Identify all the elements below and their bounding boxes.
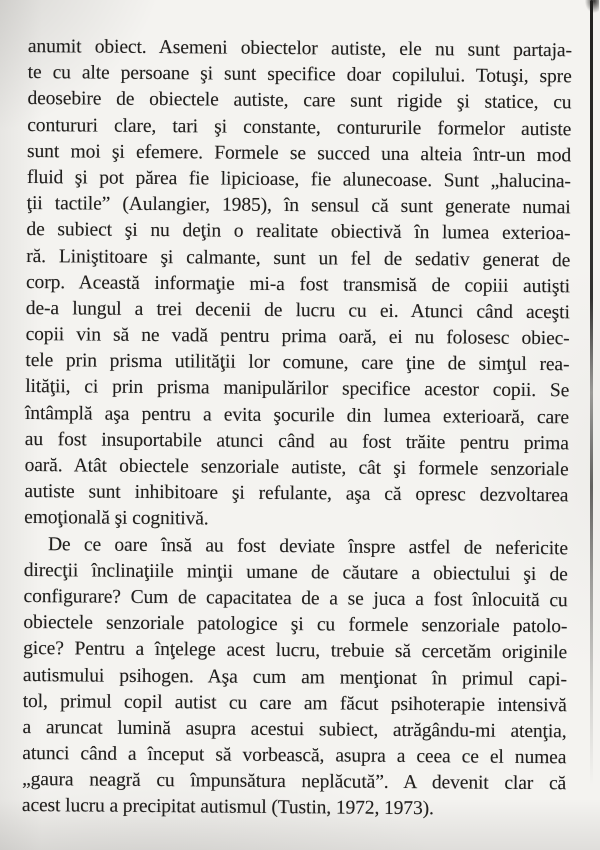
page-text [22, 34, 572, 824]
text-line: de-a lungul a trei decenii de lucru cu ei. Atunci când aceşti [25, 297, 570, 324]
text-line: autiste sunt inhibitoare şi refulante, aşa că opresc dezvoltarea [24, 481, 569, 507]
paragraph [24, 34, 572, 536]
text-line: te cu alte persoane şi sunt specifice doar copilului. Totuşi, spre [27, 62, 572, 88]
text-line: De ce oare însă au fost deviate înspre astfel de nefericite [47, 533, 569, 559]
text-line: copii vin să ne vadă pentru prima oară, ei nu folosesc obiec- [25, 324, 570, 350]
text-line: întâmplă aşa pentru a evita şocurile din lumea exterioară, care [24, 402, 570, 428]
text-line: corp. Această informaţie mi-a fost transmisă de copiii autişti [25, 271, 571, 297]
text-line: emoţională şi cognitivă. [24, 507, 209, 530]
paragraph [22, 532, 568, 824]
text-line: configurare? Cum de capacitatea de a se juca a fost înlocuită cu [23, 585, 568, 612]
text-line: contururi clare, tari şi constante, contururile formelor autiste [27, 114, 572, 140]
text-line: anumit obiect. Asemeni obiectelor autiste, ele nu sunt partaja- [27, 35, 572, 62]
text-line: lităţii, ci prin prisma manipulărilor specifice acestor copii. Se [25, 376, 570, 402]
text-line: tele prin prisma utilităţii lor comune, care ţine de simţul rea- [25, 350, 570, 376]
text-line: obiectele senzoriale patologice şi cu formele senzoriale patolo- [23, 612, 568, 638]
text-line: „gaura neagră cu împunsătura neplăcută”. A devenit clar că [22, 769, 567, 795]
text-line: fluid şi pot părea fie lipicioase, fie alunecoase. Sunt „halucina- [26, 166, 571, 193]
text-line: a aruncat lumină asupra acestui subiect, atrăgându-mi atenţia, [22, 716, 567, 743]
text-line: atunci când a început să vorbească, asupra a ceea ce el numea [22, 743, 567, 769]
text-line: sunt moi şi efemere. Formele se succed una alteia într-un mod [26, 140, 572, 167]
text-line: autismului psihogen. Aşa cum am menţionat în primul capi- [22, 664, 568, 690]
text-line: ţii tactile” (Aulangier, 1985), în sensul că sunt generate numai [26, 193, 571, 219]
text-line: deosebire de obiectele autiste, care sunt rigide şi statice, cu [27, 88, 572, 114]
text-line: direcţii înclinaţiile minţii umane de căutare a obiectului şi de [23, 559, 568, 586]
scan-edge-artifact [590, 0, 593, 785]
text-line: au fost insuportabile atunci când au fost trăite pentru prima [24, 428, 569, 455]
scan-corner-artifact [585, 0, 599, 13]
text-line: tol, primul copil autist cu care am făcut psihoterapie intensivă [22, 690, 567, 716]
text-line: ră. Liniştitoare şi calmante, sunt un fel de sedativ generat de [26, 245, 571, 271]
text-line: gice? Pentru a înţelege acest lucru, trebuie să cercetăm originile [23, 638, 568, 664]
text-line: acest lucru a precipitat autismul (Tustin, 1972, 1973). [21, 795, 434, 820]
text-line: oară. Atât obiectele senzoriale autiste, cât şi formele senzoriale [24, 454, 569, 481]
text-line: de subiect şi nu deţin o realitate obiectivă în lumea exterioa- [26, 219, 571, 245]
